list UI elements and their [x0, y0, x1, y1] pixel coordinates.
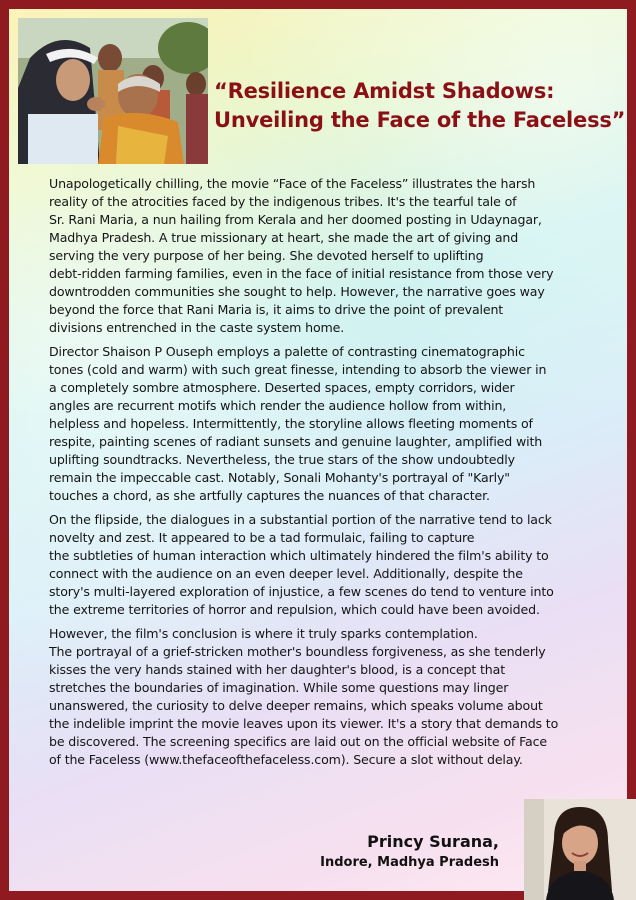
text-line: Sr. Rani Maria, a nun hailing from Kerala and her doomed posting in Udaynagar,	[49, 212, 542, 227]
text-line: reality of the atrocities faced by the indigenous tribes. It's the tearful tale of	[49, 194, 517, 209]
text-line: helpless and hopeless. Intermittently, the storyline allows fleeting moments of	[49, 416, 533, 431]
paragraph-1	[49, 175, 615, 337]
text-line: divisions entrenched in the caste system home.	[49, 320, 345, 335]
text-line: debt-ridden farming families, even in the face of initial resistance from those very	[49, 266, 554, 281]
text-line: the indelible imprint the movie leaves upon its viewer. It's a story that demands to	[49, 716, 559, 731]
paragraph-4	[49, 625, 615, 769]
text-line: unanswered, the curiosity to delve deeper remains, which speaks volume about	[49, 698, 543, 713]
article-body	[49, 175, 615, 775]
text-line: angles are recurrent motifs which render the audience hollow from within,	[49, 398, 507, 413]
text-line: touches a chord, as she artfully captures the nuances of that character.	[49, 488, 490, 503]
text-line: stretches the boundaries of imagination. While some questions may linger	[49, 680, 509, 695]
text-line: Madhya Pradesh. A true missionary at heart, she made the art of giving and	[49, 230, 519, 245]
text-line: story's multi-layered exploration of injustice, a few scenes do tend to venture into	[49, 584, 554, 599]
text-line: remain the impeccable cast. Notably, Sonali Mohanty's portrayal of "Karly"	[49, 470, 510, 485]
text-line: connect with the audience on an even deeper level. Additionally, despite the	[49, 566, 523, 581]
text-line: tones (cold and warm) with such great finesse, intending to absorb the viewer in	[49, 362, 547, 377]
text-line: kisses the very hands stained with her daughter's blood, is a concept that	[49, 662, 505, 677]
author-photo	[524, 799, 636, 900]
text-line: respite, painting scenes of radiant sunsets and genuine laughter, amplified with	[49, 434, 543, 449]
text-line: Director Shaison P Ouseph employs a palette of contrasting cinematographic	[49, 344, 525, 359]
title-line-2: Unveiling the Face of the Faceless”	[214, 108, 626, 132]
title-line-1: “Resilience Amidst Shadows:	[214, 79, 555, 103]
author-location: Indore, Madhya Pradesh	[320, 855, 499, 870]
movie-still-photo	[18, 18, 208, 164]
text-line: beyond the force that Rani Maria is, it aims to drive the point of prevalent	[49, 302, 504, 317]
text-line: On the flipside, the dialogues in a substantial portion of the narrative tend to lack	[49, 512, 552, 527]
text-line: Unapologetically chilling, the movie “Face of the Faceless” illustrates the harsh	[49, 176, 536, 191]
text-line: of the Faceless (www.thefaceofthefaceless.com). Secure a slot without delay.	[49, 752, 523, 767]
text-line: However, the film's conclusion is where it truly sparks contemplation.	[49, 626, 478, 641]
text-line: serving the very purpose of her being. She devoted herself to uplifting	[49, 248, 484, 263]
text-line: the subtleties of human interaction which ultimately hindered the film's ability to	[49, 548, 549, 563]
text-line: The portrayal of a grief-stricken mother's boundless forgiveness, as she tenderly	[49, 644, 546, 659]
text-line: be discovered. The screening specifics are laid out on the official website of Face	[49, 734, 547, 749]
text-line: uplifting soundtracks. Nevertheless, the true stars of the show undoubtedly	[49, 452, 515, 467]
paragraph-3	[49, 511, 615, 619]
author-byline	[320, 831, 499, 873]
paragraph-2	[49, 343, 615, 505]
text-line: the extreme territories of horror and repulsion, which could have been avoided.	[49, 602, 540, 617]
author-name: Princy Surana,	[367, 832, 499, 851]
article-title	[214, 77, 624, 135]
text-line: novelty and zest. It appeared to be a tad formulaic, failing to capture	[49, 530, 475, 545]
text-line: downtrodden communities she sought to help. However, the narrative goes way	[49, 284, 545, 299]
text-line: a completely sombre atmosphere. Deserted spaces, empty corridors, wider	[49, 380, 515, 395]
